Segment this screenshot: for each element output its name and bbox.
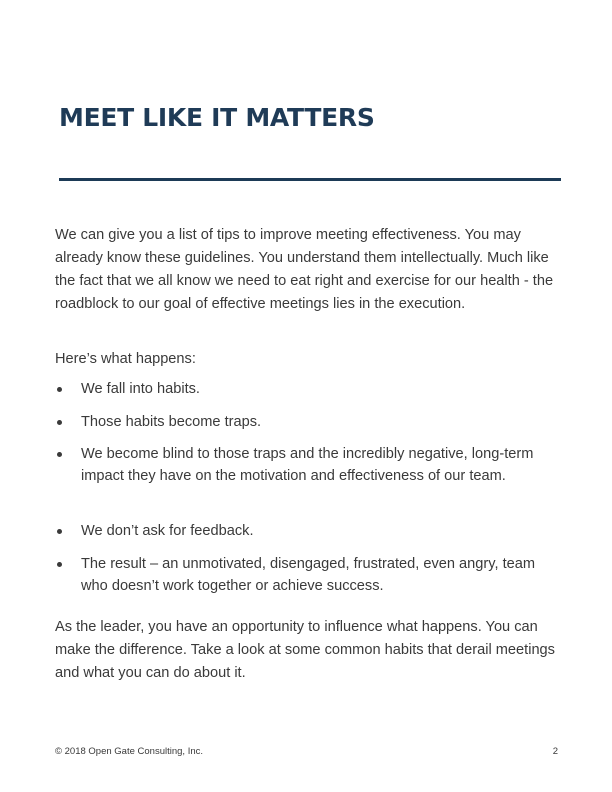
bullet-icon bbox=[57, 562, 62, 567]
page-number: 2 bbox=[552, 746, 558, 757]
page-title: MEET LIKE IT MATTERS bbox=[59, 103, 375, 132]
bullet-text: Those habits become traps. bbox=[81, 414, 262, 430]
bullet-item bbox=[55, 378, 565, 400]
bullet-icon bbox=[57, 387, 62, 392]
bullet-icon bbox=[57, 420, 62, 425]
footer-copyright: © 2018 Open Gate Consulting, Inc. bbox=[55, 746, 204, 757]
bullet-item bbox=[55, 443, 565, 487]
bullet-item bbox=[55, 553, 565, 597]
closing-paragraph: As the leader, you have an opportunity to influence what happens. You can make the difference. Take a look at some common habits that derail meetings and what you can do about it. bbox=[55, 619, 555, 681]
bullet-text: We fall into habits. bbox=[81, 381, 200, 397]
bullet-text: The result – an unmotivated, disengaged, frustrated, even angry, team who doesn’t work together or achieve success. bbox=[81, 556, 536, 594]
lead-in-text: Here’s what happens: bbox=[55, 351, 196, 367]
bullet-item bbox=[55, 411, 565, 433]
bullet-icon bbox=[57, 452, 62, 457]
intro-paragraph: We can give you a list of tips to improve meeting effectiveness. You may already know these guidelines. You understand them intellectually. Much like the fact that we all know we need to eat right and exercise for our health - the roadblock to our goal of effective meetings lies in the execution. bbox=[55, 227, 554, 312]
bullet-text: We don’t ask for feedback. bbox=[81, 523, 254, 539]
bullet-text: We become blind to those traps and the incredibly negative, long-term impact they have on the motivation and effectiveness of our team. bbox=[81, 446, 534, 484]
bullet-item bbox=[55, 520, 565, 542]
bullet-icon bbox=[57, 529, 62, 534]
title-divider bbox=[59, 178, 561, 181]
